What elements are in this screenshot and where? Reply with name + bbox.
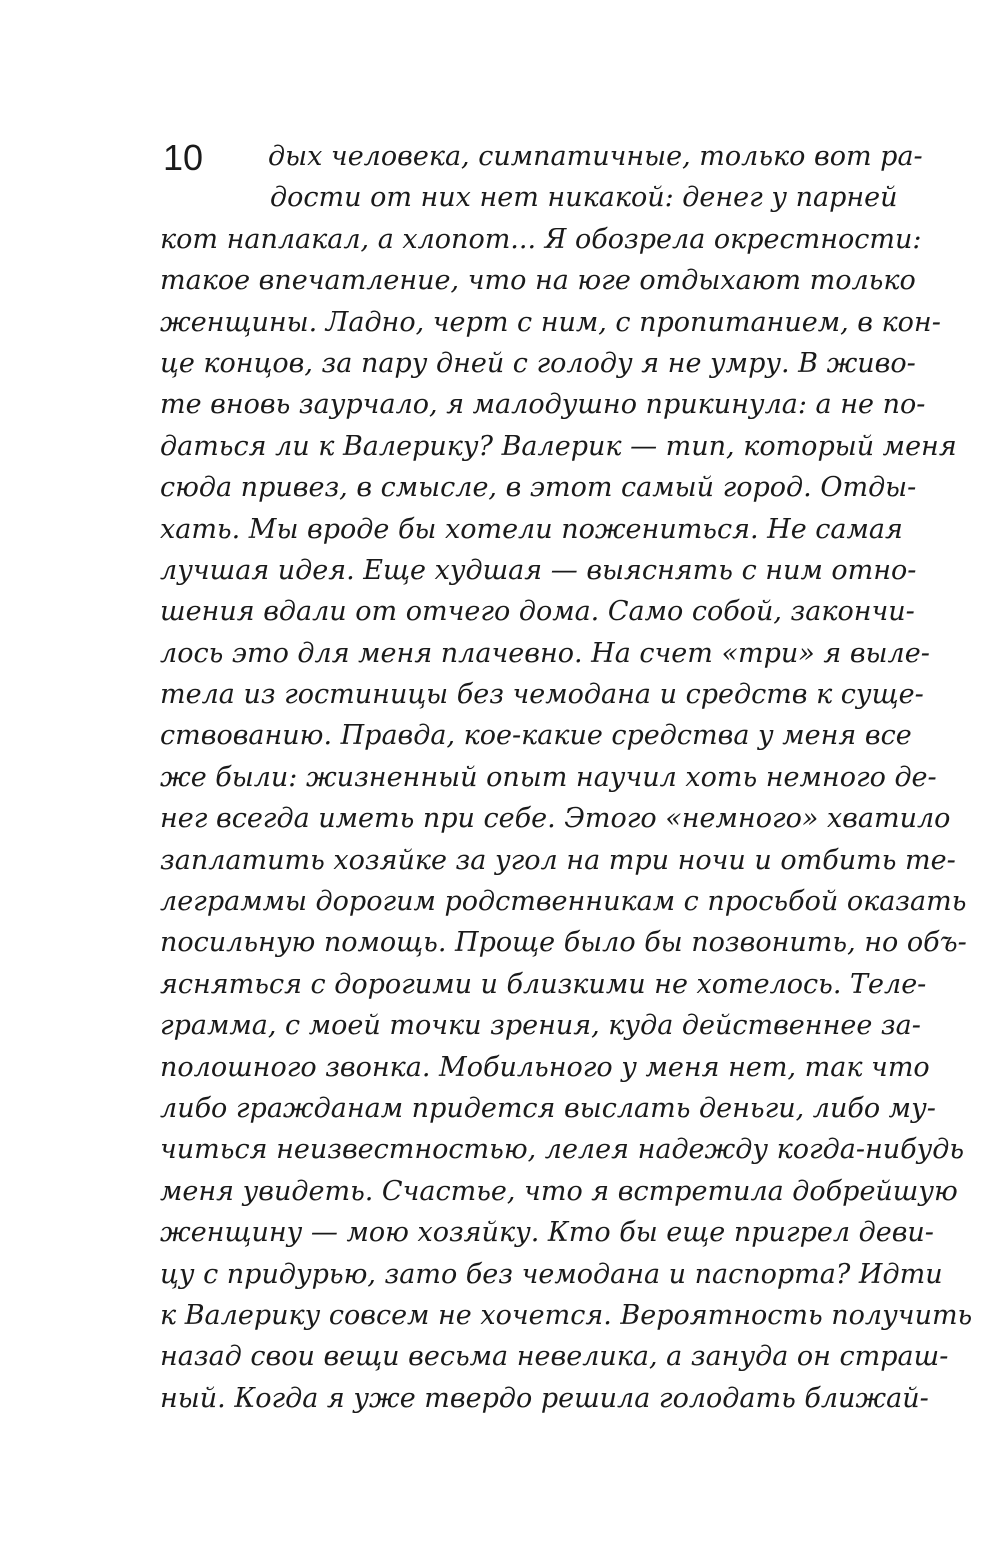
text-line: даться ли к Валерику? Валерик — тип, который меня [160,430,957,462]
text-line: женщины. Ладно, черт с ним, с пропитанием, в кон- [160,306,941,338]
text-line: ный. Когда я уже твердо решила голодать ближай- [160,1382,929,1414]
text-line: цу с придурью, зато без чемодана и паспорта? Идти [160,1258,943,1290]
text-line: женщину — мою хозяйку. Кто бы еще пригрел деви- [160,1217,934,1249]
text-line: ствованию. Правда, кое-какие средства у меня все [160,720,912,752]
text-line: те вновь заурчало, я малодушно прикинула: а не по- [160,389,926,421]
text-line: лучшая идея. Еще худшая — выяснять с ним отно- [160,554,917,586]
text-line: тела из гостиницы без чемодана и средств к суще- [160,679,924,711]
text-line: сюда привез, в смысле, в этот самый город. Отды- [160,472,917,504]
text-line: лось это для меня плачевно. На счет «три» я выле- [160,637,930,669]
text-line: ясняться с дорогими и близкими не хотелось. Теле- [160,968,927,1000]
text-line: посильную помощь. Проще было бы позвонить, но объ- [160,927,967,959]
text-line: назад свои вещи весьма невелика, а зануда он страш- [160,1341,949,1373]
text-line: либо гражданам придется выслать деньги, либо му- [160,1092,936,1124]
text-line: меня увидеть. Счастье, что я встретила добрейшую [160,1175,958,1207]
text-line: леграммы дорогим родственникам с просьбой оказать [160,886,967,918]
text-line: нег всегда иметь при себе. Этого «немного» хватило [160,803,951,835]
text-line: це концов, за пару дней с голоду я не умру. В живо- [160,347,916,379]
text-line: заплатить хозяйке за угол на три ночи и отбить те- [160,844,956,876]
text-line: к Валерику совсем не хочется. Вероятность получить [160,1299,973,1331]
text-line: кот наплакал, а хлопот... Я обозрела окрестности: [160,223,922,255]
body-text [160,136,973,1419]
text-line: шения вдали от отчего дома. Само собой, закончи- [160,596,915,628]
page-number: 10 [163,137,204,178]
text-line: дости от них нет никакой: денег у парней [270,182,898,214]
text-line: читься неизвестностью, лелея надежду когда-нибудь [160,1134,965,1166]
text-line: дых человека, симпатичные, только вот ра- [268,141,923,172]
text-line: такое впечатление, что на юге отдыхают только [160,265,916,297]
text-line: полошного звонка. Мобильного у меня нет, так что [160,1051,930,1083]
text-line: хать. Мы вроде бы хотели пожениться. Не самая [160,513,903,545]
text-line: же были: жизненный опыт научил хоть немного де- [160,761,937,793]
text-line: грамма, с моей точки зрения, куда действеннее за- [160,1010,921,1042]
